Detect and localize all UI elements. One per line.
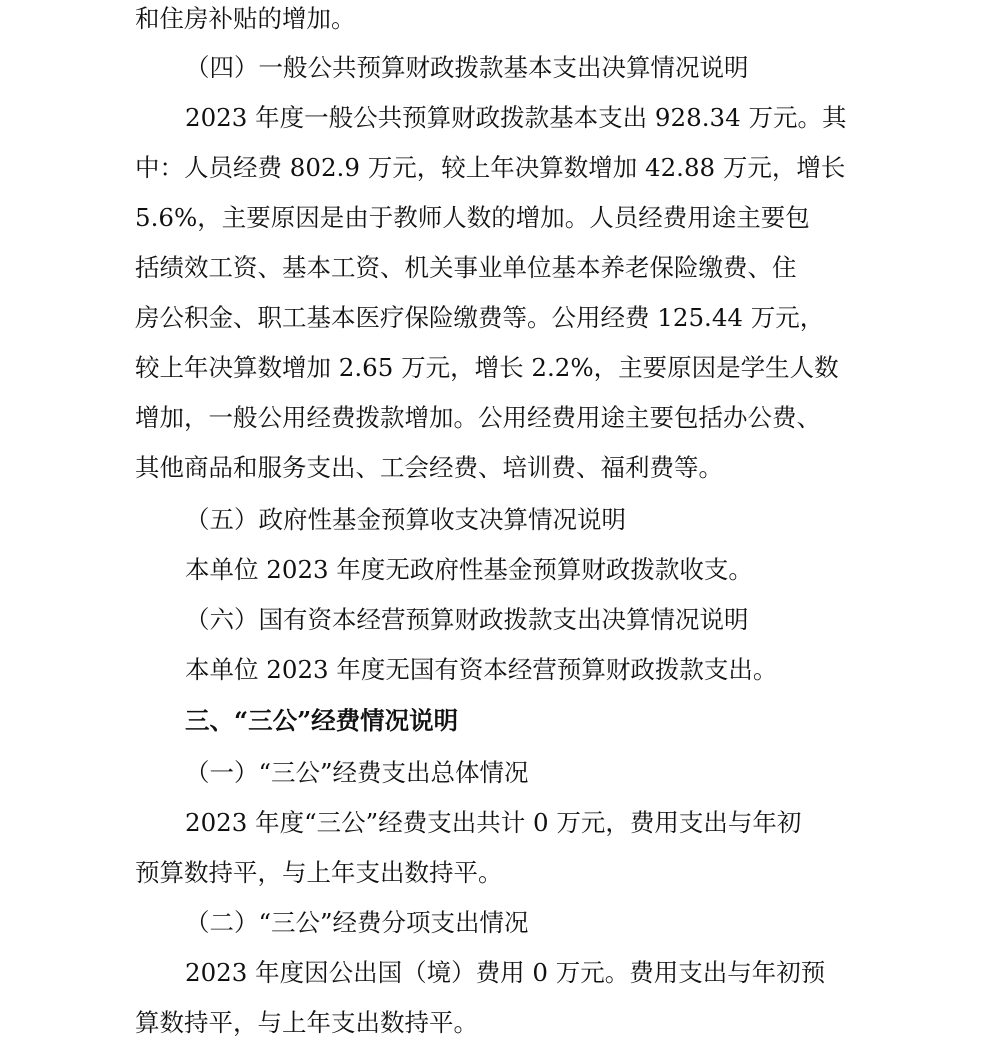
body-text-line: 中：人员经费 802.9 万元，较上年决算数增加 42.88 万元，增长 bbox=[135, 153, 846, 182]
body-text-line: 本单位 2023 年度无国有资本经营预算财政拨款支出。 bbox=[185, 655, 778, 684]
section-heading: （五）政府性基金预算收支决算情况说明 bbox=[185, 505, 626, 534]
section-heading: （六）国有资本经营预算财政拨款支出决算情况说明 bbox=[185, 605, 749, 634]
body-text-line: 预算数持平，与上年支出数持平。 bbox=[135, 858, 503, 887]
body-text-line: 较上年决算数增加 2.65 万元，增长 2.2%，主要原因是学生人数 bbox=[135, 353, 839, 382]
section-heading: （一）“三公”经费支出总体情况 bbox=[185, 758, 529, 787]
body-text-line: 其他商品和服务支出、工会经费、培训费、福利费等。 bbox=[135, 453, 723, 482]
body-text-line: 算数持平，与上年支出数持平。 bbox=[135, 1008, 478, 1037]
body-text-line: 本单位 2023 年度无政府性基金预算财政拨款收支。 bbox=[185, 555, 753, 584]
body-text-line: 增加，一般公用经费拨款增加。公用经费用途主要包括办公费、 bbox=[135, 403, 821, 432]
section-heading: （四）一般公共预算财政拨款基本支出决算情况说明 bbox=[185, 53, 749, 82]
section-heading: （二）“三公”经费分项支出情况 bbox=[185, 908, 529, 937]
chapter-heading: 三、“三公”经费情况说明 bbox=[185, 706, 459, 735]
body-text-line: 括绩效工资、基本工资、机关事业单位基本养老保险缴费、住 bbox=[135, 253, 797, 282]
body-text-line: 2023 年度因公出国（境）费用 0 万元。费用支出与年初预 bbox=[185, 958, 826, 987]
body-text-line: 2023 年度一般公共预算财政拨款基本支出 928.34 万元。其 bbox=[185, 103, 847, 132]
body-text-line: 房公积金、职工基本医疗保险缴费等。公用经费 125.44 万元， bbox=[135, 303, 825, 332]
body-text-line: 和住房补贴的增加。 bbox=[135, 4, 356, 33]
body-text-line: 2023 年度“三公”经费支出共计 0 万元，费用支出与年初 bbox=[185, 808, 802, 837]
body-text-line: 5.6%，主要原因是由于教师人数的增加。人员经费用途主要包 bbox=[135, 203, 810, 232]
